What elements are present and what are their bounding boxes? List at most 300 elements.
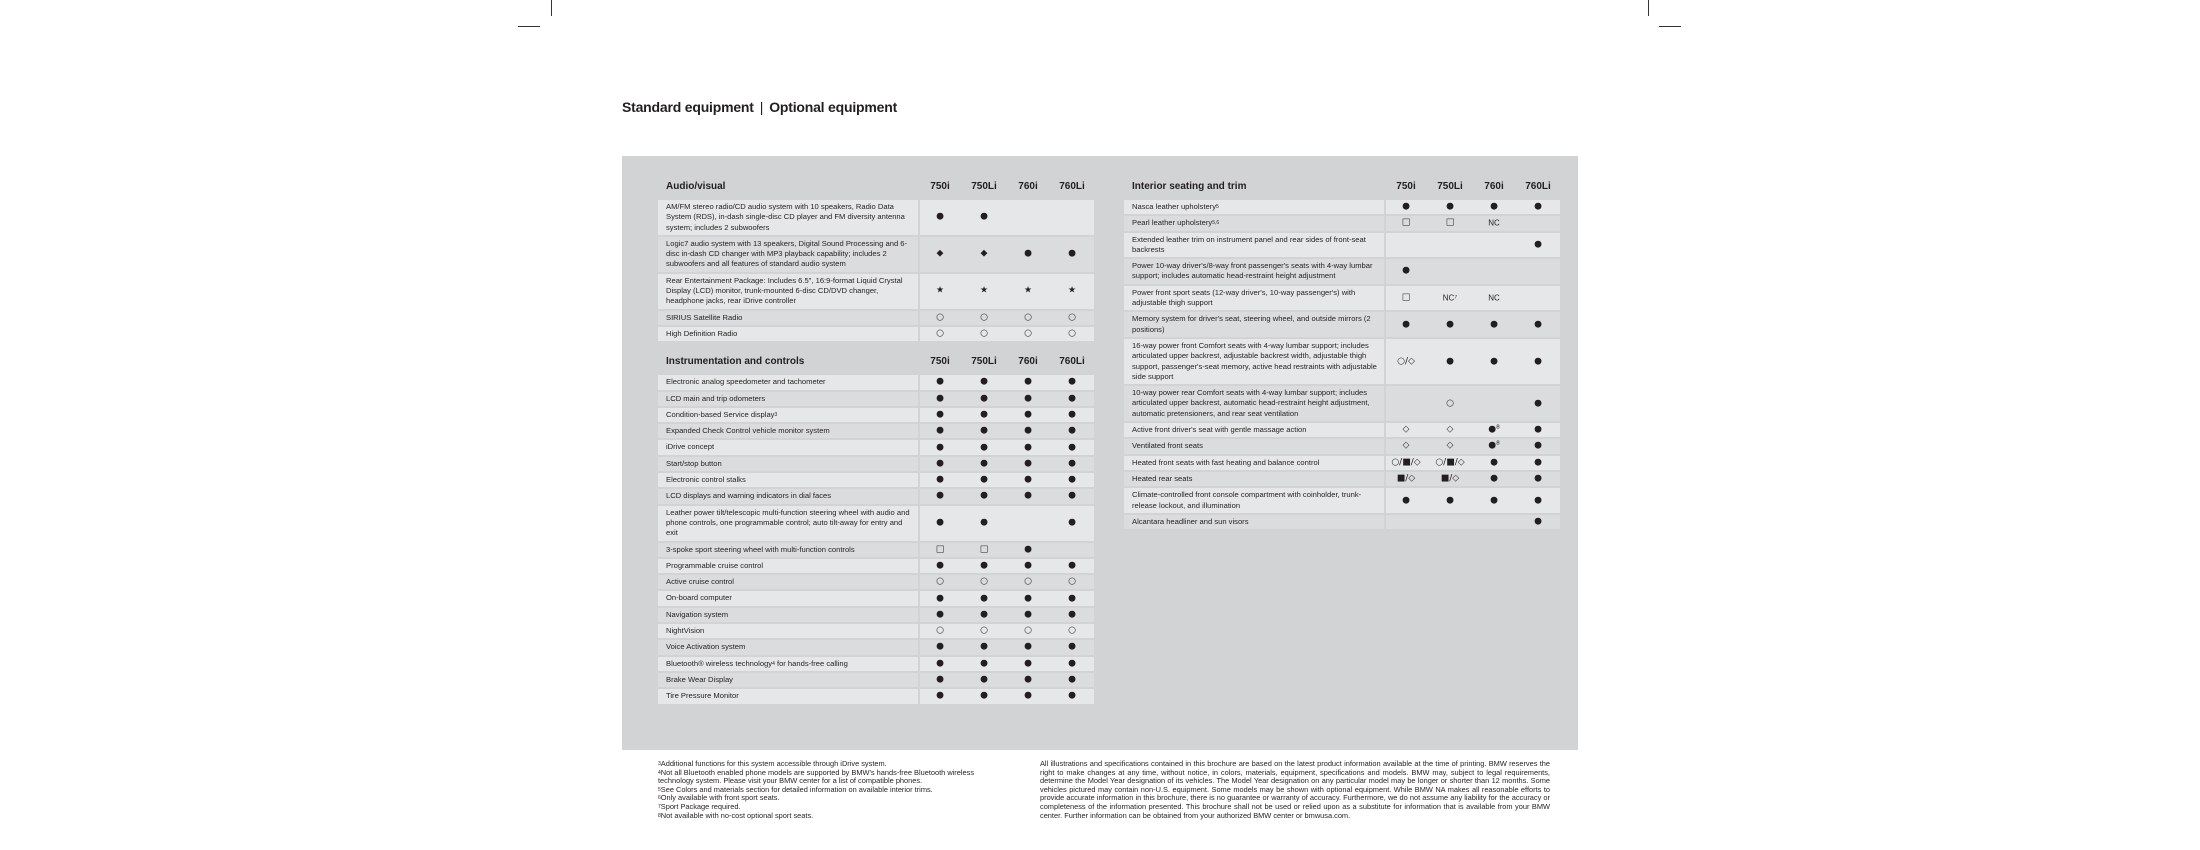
table-row: [1124, 286, 1560, 311]
title-standard: Standard equipment: [622, 99, 754, 115]
availability-mark: ◆: [980, 248, 988, 259]
crop-mark: [1648, 0, 1649, 16]
row-label-text: iDrive concept: [666, 442, 715, 452]
equipment-panel: [622, 156, 1578, 750]
model-column-header: 760Li: [1059, 181, 1085, 192]
row-label-text: Brake Wear Display: [666, 674, 733, 684]
row-label-text: Electronic control stalks: [666, 475, 746, 485]
availability-mark: ●: [936, 211, 944, 222]
row-label-text: Alcantara headliner and sun visors: [1132, 516, 1249, 526]
availability-mark: ●: [1068, 393, 1076, 404]
footnote: [658, 812, 988, 821]
row-label-text: Active cruise control: [666, 577, 734, 587]
availability-mark: ●: [1068, 376, 1076, 387]
row-marks: [920, 673, 1094, 687]
availability-mark: ●: [1534, 457, 1542, 468]
table-row: [1124, 456, 1560, 470]
model-column-header: 750Li: [1437, 181, 1463, 192]
availability-mark: ●: [936, 393, 944, 404]
row-label: [658, 440, 918, 454]
availability-mark: ●: [1068, 690, 1076, 701]
footnote-text: Not available with no-cost optional sport seats.: [660, 810, 814, 820]
table-row: [658, 424, 1094, 438]
availability-mark: ●: [1446, 319, 1454, 330]
footnote-text: Sport Package required.: [660, 801, 741, 811]
row-label-text: Electronic analog speedometer and tachometer: [666, 377, 826, 387]
table-row: [1124, 200, 1560, 214]
availability-mark: ●: [936, 674, 944, 685]
availability-mark: ★: [1067, 285, 1077, 296]
availability-mark: ●: [1534, 201, 1542, 212]
availability-mark: ○: [936, 625, 944, 636]
row-label-text: Leather power tilt/telescopic multi-function steering wheel with audio and phone controls, one programmable control; auto tilt-away for entry and exit: [666, 507, 910, 538]
table-row: [658, 375, 1094, 389]
availability-mark: ●: [936, 641, 944, 652]
footnote-number: 8: [658, 812, 661, 819]
row-label-text: 16-way power front Comfort seats with 4-way lumbar support; includes articulated upper backrest, adjustable backrest width, adjustable thigh support, passenger's-seat memory, active head restraints with adjustable side support: [1132, 340, 1377, 381]
row-label: [658, 375, 918, 389]
row-marks: [1386, 386, 1560, 421]
availability-mark: ●⁸: [1488, 424, 1500, 435]
footnote-text: Not all Bluetooth enabled phone models are supported by BMW's hands-free Bluetooth wireless technology system. Please visit your BMW center for a list of compatible phones.: [658, 767, 975, 786]
availability-mark: ●: [1534, 356, 1542, 367]
row-label: [658, 657, 918, 671]
table-row: [1124, 259, 1560, 284]
row-label: [1124, 200, 1384, 214]
row-label-text: Voice Activation system: [666, 642, 746, 652]
row-marks: [920, 489, 1094, 503]
availability-mark: ●: [1068, 609, 1076, 620]
availability-mark: ●: [1534, 398, 1542, 409]
availability-mark: ●: [1490, 201, 1498, 212]
availability-mark: ●: [980, 376, 988, 387]
availability-mark: ●: [1490, 495, 1498, 506]
table-row: [658, 657, 1094, 671]
availability-mark: ●: [980, 641, 988, 652]
row-label-text: Heated rear seats: [1132, 473, 1193, 483]
table-row: [658, 640, 1094, 654]
row-label: [1124, 488, 1384, 513]
availability-mark: ○: [936, 328, 944, 339]
availability-mark: □: [1401, 292, 1411, 303]
row-label-text: Programmable cruise control: [666, 560, 764, 570]
row-marks: [1386, 472, 1560, 486]
row-marks: [1386, 488, 1560, 513]
availability-mark: ●: [1402, 265, 1410, 276]
footnotes: [658, 760, 988, 820]
row-label: [658, 311, 918, 325]
row-marks: [1386, 259, 1560, 284]
row-label-text: Expanded Check Control vehicle monitor system: [666, 426, 830, 436]
row-marks: [920, 640, 1094, 654]
availability-mark: ●: [1024, 393, 1032, 404]
row-marks: [1386, 233, 1560, 258]
table-row: [658, 608, 1094, 622]
model-column-header: 750i: [930, 181, 950, 192]
row-marks: [920, 200, 1094, 235]
availability-mark: ○: [980, 576, 988, 587]
footnote-text: Only available with front sport seats.: [660, 793, 780, 803]
table-row: [1124, 386, 1560, 421]
availability-mark: ●: [936, 560, 944, 571]
availability-mark: □: [935, 544, 945, 555]
section-title: Interior seating and trim: [1132, 181, 1247, 192]
availability-mark: ●: [1534, 473, 1542, 484]
section-header: [658, 180, 1094, 197]
table-row: [1124, 488, 1560, 513]
availability-mark: ●: [936, 425, 944, 436]
footnote-number: 3: [658, 761, 661, 767]
model-column-header: 750i: [1396, 181, 1416, 192]
row-marks: [920, 608, 1094, 622]
availability-mark: ●: [980, 442, 988, 453]
row-label: [1124, 216, 1384, 230]
footnote-number: 4: [658, 769, 661, 776]
row-marks: [920, 575, 1094, 589]
availability-mark: ●: [1024, 658, 1032, 669]
row-marks: [1386, 286, 1560, 311]
row-label-text: for hands-free calling: [774, 658, 848, 668]
availability-mark: ●: [1402, 201, 1410, 212]
row-label: [658, 543, 918, 557]
availability-mark: ●: [980, 474, 988, 485]
table-row: [658, 624, 1094, 638]
footnote-number: 7: [658, 803, 661, 810]
model-column-header: 750Li: [971, 356, 997, 368]
availability-mark: ●: [1068, 490, 1076, 501]
row-label: [1124, 233, 1384, 258]
table-row: [1124, 233, 1560, 258]
row-label-text: Power 10-way driver's/8-way front passenger's seats with 4-way lumbar support; includes automatic head-restraint height adjustment: [1132, 261, 1373, 281]
row-marks: [920, 473, 1094, 487]
availability-mark: ●: [936, 609, 944, 620]
row-label: [658, 237, 918, 272]
row-marks: [920, 375, 1094, 389]
row-label-text: NightVision: [666, 626, 705, 636]
row-label-text: Logic7 audio system with 13 speakers, Digital Sound Processing and 6-disc in-dash CD changer with MP3 playback capability; includes 2 subwoofers and all features of standard audio system: [666, 238, 908, 269]
availability-mark: ●: [980, 517, 988, 528]
availability-mark: ●: [980, 674, 988, 685]
row-marks: [920, 506, 1094, 541]
row-label: [658, 575, 918, 589]
row-label-text: Memory system for driver's seat, steering wheel, and outside mirrors (2 positions): [1132, 314, 1371, 334]
availability-mark: ●: [936, 690, 944, 701]
row-label: [658, 624, 918, 638]
section-title: Audio/visual: [666, 181, 726, 192]
row-label-text: LCD main and trip odometers: [666, 393, 766, 403]
availability-mark: ●: [980, 393, 988, 404]
table-row: [658, 489, 1094, 503]
footnote-ref: 5,6: [1212, 220, 1220, 227]
availability-mark: ○: [1068, 625, 1076, 636]
footnote-number: 6: [658, 795, 661, 802]
availability-mark: ○: [1024, 625, 1032, 636]
availability-mark: ●: [1024, 641, 1032, 652]
availability-mark: ●: [1068, 248, 1076, 259]
availability-mark: ●: [1024, 544, 1032, 555]
row-label: [1124, 286, 1384, 311]
availability-mark: ●: [1024, 690, 1032, 701]
footnote-ref: 5: [1216, 204, 1219, 210]
section-title: Instrumentation and controls: [666, 356, 805, 368]
availability-mark: ●: [1024, 248, 1032, 259]
availability-mark: NC: [1488, 293, 1500, 303]
availability-mark: NC: [1488, 218, 1500, 228]
availability-mark: ●: [1490, 457, 1498, 468]
table-row: [658, 392, 1094, 406]
footnote: [658, 769, 988, 786]
row-label: [658, 457, 918, 471]
availability-mark: ●: [980, 458, 988, 469]
availability-mark: ○: [936, 576, 944, 587]
row-label-text: Heated front seats with fast heating and balance control: [1132, 457, 1320, 467]
row-label-text: Start/stop button: [666, 458, 722, 468]
page-title: [622, 99, 897, 115]
row-label: [658, 392, 918, 406]
availability-mark: ○: [1068, 328, 1076, 339]
availability-mark: ○/■/◇: [1435, 457, 1465, 468]
availability-mark: ◇: [1446, 440, 1454, 451]
row-label-text: Nasca leather upholstery: [1132, 202, 1216, 211]
row-label-text: Active front driver's seat with gentle massage action: [1132, 425, 1307, 435]
title-separator: |: [759, 99, 764, 115]
availability-mark: ●: [1534, 424, 1542, 435]
availability-mark: □: [1445, 217, 1455, 228]
crop-mark: [1659, 26, 1681, 27]
row-label-text: On-board computer: [666, 593, 732, 603]
availability-mark: ◇: [1446, 424, 1454, 435]
availability-mark: ●: [1534, 319, 1542, 330]
left-column: [658, 180, 1094, 706]
legal-disclaimer: All illustrations and specifications contained in this brochure are based on the latest product information available at the time of printing. BMW reserves the right to make changes at any time, without notice, in colors, materials, equipment, specifications and models. BMW may, subject to legal requirements, determine the Model Year designation of its vehicles. The Model Year designation on any particular model may be longer or shorter than 12 months. Some vehicles pictured may contain non-U.S. equipment. Some models may be shown with optional equipment. While BMW NA makes all reasonable efforts to provide accurate information in this brochure, there is no guarantee or warranty of accuracy. Furthermore, we do not assume any liability for the accuracy or completeness of the information presented. This brochure shall not be used or relied upon as a substitute for information that is available from your BMW center. Further information can be obtained from your authorized BMW center or bmwusa.com.: [1040, 759, 1550, 820]
availability-mark: ●: [936, 442, 944, 453]
table-row: [658, 327, 1094, 341]
row-label: [1124, 515, 1384, 529]
row-marks: [1386, 456, 1560, 470]
row-marks: [920, 559, 1094, 573]
availability-mark: ●: [1024, 442, 1032, 453]
availability-mark: ○: [1068, 312, 1076, 323]
row-marks: [1386, 312, 1560, 337]
availability-mark: ●: [1402, 319, 1410, 330]
availability-mark: ●: [1534, 239, 1542, 250]
availability-mark: ○: [980, 625, 988, 636]
row-label: [1124, 439, 1384, 453]
table-row: [1124, 439, 1560, 453]
section-header: [658, 355, 1094, 372]
table-row: [658, 457, 1094, 471]
row-label-text: Condition-based Service display: [666, 409, 775, 419]
row-label-text: High Definition Radio: [666, 328, 738, 338]
row-label: [1124, 386, 1384, 421]
table-row: [658, 274, 1094, 309]
table-row: [658, 200, 1094, 235]
availability-mark: ○/■/◇: [1391, 457, 1421, 468]
availability-mark: ●: [980, 490, 988, 501]
row-label-text: Power front sport seats (12-way driver's, 10-way passenger's) with adjustable thigh support: [1132, 287, 1356, 308]
availability-mark: ●: [1068, 674, 1076, 685]
footnote-text: See Colors and materials section for detailed information on available interior trims.: [660, 784, 933, 794]
table-row: [658, 543, 1094, 557]
row-label-text: Rear Entertainment Package: Includes 6.5", 16:9-format Liquid Crystal Display (LCD) monitor, trunk-mounted 6-disc CD/DVD changer, headphone jacks, rear iDrive controller: [666, 275, 903, 306]
availability-mark: ●: [936, 474, 944, 485]
availability-mark: ●: [1024, 674, 1032, 685]
row-label: [658, 327, 918, 341]
row-marks: [920, 543, 1094, 557]
row-marks: [920, 624, 1094, 638]
row-marks: [920, 457, 1094, 471]
row-label: [658, 689, 918, 703]
availability-mark: ■/◇: [1396, 473, 1416, 484]
availability-mark: ●: [1024, 376, 1032, 387]
availability-mark: ★: [1023, 285, 1033, 296]
crop-mark: [551, 0, 552, 16]
table-row: [658, 440, 1094, 454]
availability-mark: ●: [1402, 495, 1410, 506]
table-row: [658, 689, 1094, 703]
availability-mark: ●: [980, 658, 988, 669]
availability-mark: ○/◇: [1397, 356, 1415, 367]
availability-mark: ●: [1068, 458, 1076, 469]
table-row: [1124, 339, 1560, 384]
table-row: [658, 408, 1094, 422]
row-label: [658, 489, 918, 503]
row-marks: [920, 392, 1094, 406]
title-optional: Optional equipment: [769, 99, 898, 115]
table-row: [1124, 472, 1560, 486]
availability-mark: ●: [936, 458, 944, 469]
row-label-text: 3-spoke sport steering wheel with multi-function controls: [666, 544, 855, 554]
availability-mark: □: [979, 544, 989, 555]
availability-mark: ●: [1024, 609, 1032, 620]
table-row: [658, 311, 1094, 325]
footnote-text: Additional functions for this system accessible through iDrive system.: [660, 759, 887, 768]
row-label-text: Ventilated front seats: [1132, 441, 1203, 451]
availability-mark: ●: [1068, 641, 1076, 652]
availability-mark: ●: [980, 593, 988, 604]
row-label: [658, 673, 918, 687]
footnote-number: 5: [658, 786, 661, 793]
availability-mark: ○: [980, 312, 988, 323]
footnote-ref: 4: [772, 660, 775, 667]
row-marks: [920, 274, 1094, 309]
row-label-text: Extended leather trim on instrument panel and rear sides of front-seat backrests: [1132, 234, 1366, 254]
availability-mark: ■/◇: [1440, 473, 1460, 484]
row-marks: [920, 424, 1094, 438]
availability-mark: ○: [1024, 576, 1032, 587]
row-label: [1124, 456, 1384, 470]
row-label-text: 10-way power rear Comfort seats with 4-way lumbar support; includes articulated upper backrest, automatic head-restraint height adjustment, automatic pretensioners, and rear seat ventilation: [1132, 388, 1370, 418]
availability-mark: ●: [936, 517, 944, 528]
availability-mark: ●: [1068, 425, 1076, 436]
row-marks: [920, 327, 1094, 341]
row-label: [658, 640, 918, 654]
availability-mark: ●: [1490, 319, 1498, 330]
row-label: [658, 408, 918, 422]
crop-mark: [518, 26, 540, 27]
availability-mark: ●: [1534, 440, 1542, 451]
row-marks: [920, 237, 1094, 272]
table-row: [658, 575, 1094, 589]
table-row: [1124, 423, 1560, 437]
model-column-header: 760Li: [1525, 181, 1551, 192]
table-row: [658, 506, 1094, 541]
availability-mark: ●: [1024, 425, 1032, 436]
availability-mark: ●: [936, 409, 944, 420]
table-row: [658, 237, 1094, 272]
availability-mark: ●: [1068, 442, 1076, 453]
row-marks: [1386, 423, 1560, 437]
availability-mark: ●: [936, 658, 944, 669]
availability-mark: ●: [1068, 409, 1076, 420]
model-column-header: 760i: [1484, 181, 1504, 192]
row-label-text: LCD displays and warning indicators in dial faces: [666, 491, 832, 501]
table-row: [658, 559, 1094, 573]
availability-mark: ★: [979, 285, 989, 296]
row-label-text: Tire Pressure Monitor: [666, 691, 739, 701]
row-marks: [1386, 339, 1560, 384]
row-label-text: SIRIUS Satellite Radio: [666, 312, 743, 322]
availability-mark: ●: [1534, 516, 1542, 527]
availability-mark: ●: [980, 690, 988, 701]
row-marks: [1386, 216, 1560, 230]
availability-mark: ●: [936, 376, 944, 387]
row-label: [1124, 472, 1384, 486]
availability-mark: ●: [1068, 560, 1076, 571]
row-label: [658, 608, 918, 622]
availability-mark: ●: [980, 211, 988, 222]
row-label: [658, 274, 918, 309]
row-label: [658, 424, 918, 438]
model-column-header: 750Li: [971, 181, 997, 192]
availability-mark: ◇: [1402, 424, 1410, 435]
availability-mark: ○: [980, 328, 988, 339]
availability-mark: ●: [936, 490, 944, 501]
row-label: [1124, 339, 1384, 384]
availability-mark: ●: [936, 593, 944, 604]
availability-mark: ●: [1024, 560, 1032, 571]
availability-mark: ●: [1490, 473, 1498, 484]
row-label: [1124, 312, 1384, 337]
row-label-text: Bluetooth® wireless technology: [666, 658, 773, 668]
availability-mark: ●: [1446, 356, 1454, 367]
availability-mark: ●: [1068, 517, 1076, 528]
footnote-ref: 3: [774, 411, 778, 418]
right-column: [1124, 180, 1560, 531]
row-label-text: Pearl leather upholstery: [1132, 218, 1213, 228]
availability-mark: ★: [935, 285, 945, 296]
row-marks: [1386, 515, 1560, 529]
availability-mark: ●: [980, 409, 988, 420]
row-label: [658, 506, 918, 541]
availability-mark: ●: [1446, 495, 1454, 506]
availability-mark: ○: [1024, 328, 1032, 339]
row-label-text: Climate-controlled front console compartment with coinholder, trunk-release lockout, and illumination: [1132, 490, 1362, 510]
availability-mark: ●: [1534, 495, 1542, 506]
availability-mark: ○: [1446, 398, 1454, 409]
availability-mark: ●⁸: [1488, 440, 1500, 451]
availability-mark: ●: [1068, 474, 1076, 485]
model-column-header: 750i: [930, 356, 950, 368]
availability-mark: ●: [980, 609, 988, 620]
table-row: [1124, 312, 1560, 337]
row-marks: [1386, 439, 1560, 453]
availability-mark: ○: [936, 312, 944, 323]
availability-mark: ○: [1024, 312, 1032, 323]
availability-mark: ●: [1068, 658, 1076, 669]
availability-mark: ●: [1024, 474, 1032, 485]
availability-mark: ●: [980, 425, 988, 436]
